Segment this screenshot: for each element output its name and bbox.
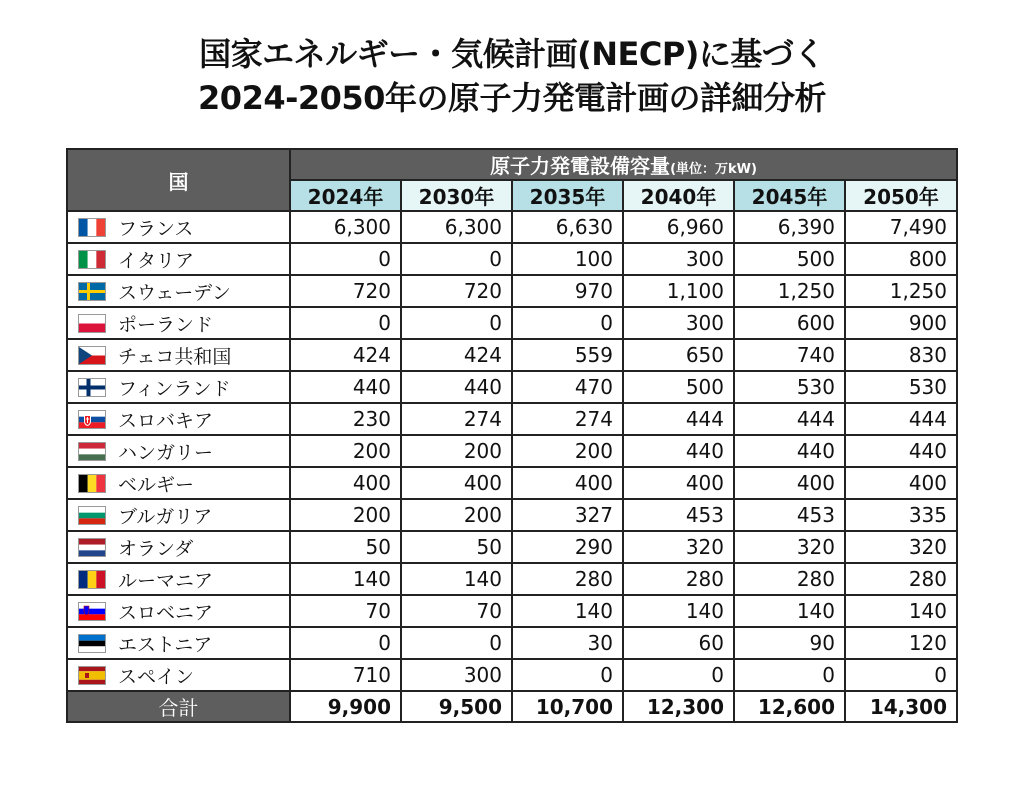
country-cell [67, 435, 290, 467]
country-cell [67, 467, 290, 499]
country-name: ベルギー [118, 473, 195, 496]
capacity-value: 970 [512, 275, 623, 307]
capacity-value: 400 [401, 467, 512, 499]
capacity-value: 440 [290, 371, 401, 403]
capacity-value: 650 [623, 339, 734, 371]
capacity-value: 6,300 [290, 211, 401, 243]
country-cell [67, 403, 290, 435]
country-cell [67, 339, 290, 371]
country-name: スロベニア [118, 601, 214, 624]
country-cell [67, 275, 290, 307]
country-cell [67, 595, 290, 627]
italy-flag-icon [78, 250, 106, 269]
unit-label: (単位：万kW) [670, 162, 757, 177]
country-cell [67, 371, 290, 403]
country-name: ルーマニア [118, 569, 214, 592]
capacity-value: 530 [845, 371, 957, 403]
capacity-value: 140 [512, 595, 623, 627]
table-row [67, 531, 957, 563]
year-header: 2024年 [290, 180, 401, 211]
table-row [67, 467, 957, 499]
capacity-value: 7,490 [845, 211, 957, 243]
table-row [67, 211, 957, 243]
capacity-value: 0 [401, 627, 512, 659]
capacity-value: 720 [401, 275, 512, 307]
capacity-value: 300 [401, 659, 512, 691]
capacity-value: 140 [623, 595, 734, 627]
capacity-value: 320 [845, 531, 957, 563]
capacity-value: 230 [290, 403, 401, 435]
capacity-value: 400 [512, 467, 623, 499]
capacity-value: 200 [290, 499, 401, 531]
capacity-value: 335 [845, 499, 957, 531]
spain-flag-icon [78, 666, 106, 685]
capacity-value: 830 [845, 339, 957, 371]
table-row [67, 563, 957, 595]
france-flag-icon [78, 218, 106, 237]
country-name: エストニア [118, 633, 213, 656]
table-row [67, 403, 957, 435]
capacity-value: 400 [623, 467, 734, 499]
total-value: 10,700 [512, 691, 623, 722]
slovenia-flag-icon [78, 602, 106, 621]
country-name: チェコ共和国 [118, 345, 232, 368]
capacity-value: 600 [734, 307, 845, 339]
capacity-value: 0 [512, 307, 623, 339]
sweden-flag-icon [78, 282, 106, 301]
capacity-value: 0 [290, 627, 401, 659]
year-header: 2050年 [845, 180, 957, 211]
capacity-value: 70 [401, 595, 512, 627]
capacity-value: 280 [734, 563, 845, 595]
country-name: ポーランド [118, 313, 214, 336]
capacity-value: 0 [512, 659, 623, 691]
country-name: ハンガリー [118, 441, 214, 464]
capacity-value: 6,960 [623, 211, 734, 243]
country-cell [67, 211, 290, 243]
capacity-value: 0 [290, 243, 401, 275]
capacity-value: 200 [401, 499, 512, 531]
capacity-value: 320 [623, 531, 734, 563]
country-name: スウェーデン [118, 281, 231, 304]
table-row [67, 275, 957, 307]
country-cell [67, 627, 290, 659]
country-cell [67, 499, 290, 531]
capacity-value: 6,300 [401, 211, 512, 243]
capacity-value: 710 [290, 659, 401, 691]
country-name: オランダ [118, 537, 194, 560]
total-value: 9,500 [401, 691, 512, 722]
capacity-value: 0 [401, 243, 512, 275]
capacity-value: 70 [290, 595, 401, 627]
capacity-value: 90 [734, 627, 845, 659]
capacity-value: 424 [290, 339, 401, 371]
bulgaria-flag-icon [78, 506, 106, 525]
capacity-value: 453 [623, 499, 734, 531]
country-cell [67, 243, 290, 275]
capacity-value: 444 [845, 403, 957, 435]
table-body [67, 211, 957, 722]
capacity-value: 140 [845, 595, 957, 627]
table-row [67, 307, 957, 339]
country-cell [67, 659, 290, 691]
page-title [0, 32, 1024, 120]
poland-flag-icon [78, 314, 106, 333]
total-label: 合計 [67, 691, 290, 722]
czech-flag-icon [78, 346, 106, 365]
table-row [67, 339, 957, 371]
capacity-value: 274 [401, 403, 512, 435]
capacity-value: 200 [512, 435, 623, 467]
total-value: 9,900 [290, 691, 401, 722]
capacity-value: 30 [512, 627, 623, 659]
capacity-value: 740 [734, 339, 845, 371]
capacity-value: 1,250 [734, 275, 845, 307]
capacity-header-label: 原子力発電設備容量 [490, 154, 671, 178]
capacity-value: 327 [512, 499, 623, 531]
capacity-value: 400 [734, 467, 845, 499]
year-header: 2035年 [512, 180, 623, 211]
capacity-value: 400 [845, 467, 957, 499]
country-cell [67, 563, 290, 595]
capacity-value: 0 [734, 659, 845, 691]
capacity-value: 440 [845, 435, 957, 467]
capacity-value: 140 [734, 595, 845, 627]
country-name: フランス [118, 217, 194, 240]
capacity-value: 800 [845, 243, 957, 275]
capacity-value: 274 [512, 403, 623, 435]
table-row [67, 371, 957, 403]
capacity-table [66, 148, 958, 723]
capacity-value: 400 [290, 467, 401, 499]
capacity-value: 500 [734, 243, 845, 275]
netherlands-flag-icon [78, 538, 106, 557]
capacity-value: 200 [290, 435, 401, 467]
capacity-value: 0 [845, 659, 957, 691]
belgium-flag-icon [78, 474, 106, 493]
capacity-value: 50 [290, 531, 401, 563]
capacity-value: 0 [401, 307, 512, 339]
romania-flag-icon [78, 570, 106, 589]
table-row [67, 499, 957, 531]
capacity-value: 60 [623, 627, 734, 659]
capacity-value: 1,250 [845, 275, 957, 307]
country-name: ブルガリア [118, 505, 213, 528]
capacity-value: 6,630 [512, 211, 623, 243]
title-line-2: 2024-2050年の原子力発電計画の詳細分析 [198, 79, 826, 117]
capacity-value: 290 [512, 531, 623, 563]
capacity-value: 280 [623, 563, 734, 595]
capacity-value: 140 [290, 563, 401, 595]
capacity-value: 120 [845, 627, 957, 659]
capacity-value: 444 [623, 403, 734, 435]
total-value: 14,300 [845, 691, 957, 722]
year-header: 2045年 [734, 180, 845, 211]
slovakia-flag-icon [78, 410, 106, 429]
year-header: 2040年 [623, 180, 734, 211]
capacity-value: 280 [845, 563, 957, 595]
total-value: 12,600 [734, 691, 845, 722]
table-row [67, 243, 957, 275]
capacity-value: 6,390 [734, 211, 845, 243]
country-name: イタリア [118, 249, 195, 272]
estonia-flag-icon [78, 634, 106, 653]
total-value: 12,300 [623, 691, 734, 722]
capacity-value: 300 [623, 243, 734, 275]
hungary-flag-icon [78, 442, 106, 461]
capacity-value: 470 [512, 371, 623, 403]
capacity-value: 0 [290, 307, 401, 339]
capacity-value: 500 [623, 371, 734, 403]
capacity-value: 0 [623, 659, 734, 691]
table-row [67, 627, 957, 659]
total-row [67, 691, 957, 722]
capacity-value: 440 [623, 435, 734, 467]
table-row [67, 659, 957, 691]
capacity-value: 444 [734, 403, 845, 435]
capacity-value: 900 [845, 307, 957, 339]
country-cell [67, 531, 290, 563]
capacity-value: 50 [401, 531, 512, 563]
capacity-value: 440 [734, 435, 845, 467]
capacity-value: 300 [623, 307, 734, 339]
capacity-value: 453 [734, 499, 845, 531]
capacity-value: 140 [401, 563, 512, 595]
capacity-value: 1,100 [623, 275, 734, 307]
table-row [67, 435, 957, 467]
capacity-value: 440 [401, 371, 512, 403]
capacity-group-header [290, 149, 957, 180]
finland-flag-icon [78, 378, 106, 397]
capacity-value: 559 [512, 339, 623, 371]
capacity-value: 200 [401, 435, 512, 467]
capacity-value: 530 [734, 371, 845, 403]
capacity-value: 320 [734, 531, 845, 563]
title-line-1: 国家エネルギー・気候計画(NECP)に基づく [199, 35, 825, 73]
capacity-value: 100 [512, 243, 623, 275]
capacity-value: 424 [401, 339, 512, 371]
year-header: 2030年 [401, 180, 512, 211]
country-name: スペイン [118, 665, 195, 688]
country-name: スロバキア [118, 409, 214, 432]
country-header: 国 [67, 149, 290, 211]
capacity-value: 280 [512, 563, 623, 595]
country-name: フィンランド [118, 377, 231, 400]
country-cell [67, 307, 290, 339]
capacity-value: 720 [290, 275, 401, 307]
table-row [67, 595, 957, 627]
